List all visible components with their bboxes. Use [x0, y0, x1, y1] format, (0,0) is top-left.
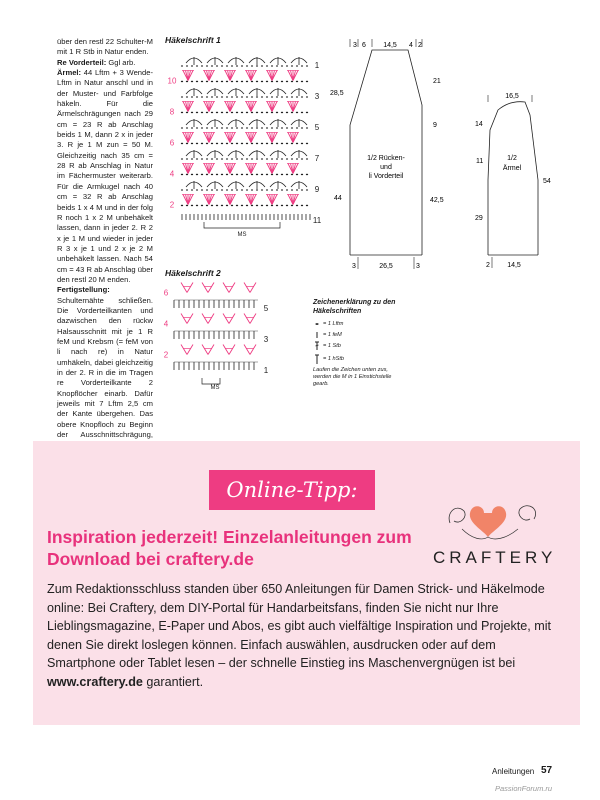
- sleeve-bottom-dim-1: 2: [486, 262, 490, 269]
- chart2-left-row-numbers: [164, 289, 169, 360]
- body-top-dim-3: 14,5: [383, 42, 397, 49]
- chart1-row-number-left: 10: [167, 76, 177, 86]
- body-top-dim-1: 3: [353, 42, 357, 49]
- chart2-rows: [174, 283, 258, 371]
- legend-note: Laufen die Zeichen unten zus, werden die M in 1 Einstichstelle gearb.: [313, 367, 392, 387]
- chart1-row-number-right: 7: [314, 154, 320, 163]
- chart2-row-number-left: 6: [163, 288, 169, 298]
- chain-stitch-symbol: [315, 323, 318, 325]
- chart1-row-number-right: 11: [312, 216, 322, 225]
- body-left-dim-1: 28,5: [330, 90, 344, 97]
- sleeve-schematic: [470, 90, 555, 270]
- body-bottom-dim-2: 26,5: [379, 263, 393, 270]
- online-tip-headline: Inspiration jederzeit! Einzelanleitungen zum Download bei craftery.de: [47, 527, 412, 569]
- chart1-row-number-right: 9: [314, 185, 320, 194]
- body-top-dim-5: 2: [418, 42, 422, 49]
- online-tip-body: Zum Redaktionsschluss standen über 650 Anleitungen für Damen Strick- und Häkelmode online: Bei Craftery, dem DIY-Portal für Handarbeitsfans, finden Sie nicht nur Ihre Lieblingsmagazine, E-Paper und Abos, es gibt auch vielfältige Inspiration und Projekte, mit denen Sie direkt loslegen können. Einfach auswählen, ausdrucken oder auf dem Smartphone oder Tablet lesen – der schnelle Einstieg ins Maschenvergnügen ist bei www.craftery.de garantiert.: [47, 582, 552, 689]
- legend-title: Zeichenerklärung zu den Häkelschriften: [313, 299, 396, 315]
- chart1-row-number-left: 8: [169, 107, 175, 117]
- chart2-row-number-left: 4: [163, 319, 169, 329]
- instr-p2: Re Vorderteil: Ggl arb.: [57, 57, 136, 67]
- chart2-row-number-right: 3: [263, 335, 269, 344]
- legend-item-single: = 1 feM: [323, 332, 342, 338]
- chart2-diagram: [162, 280, 272, 395]
- chart2-row-number-right: 1: [263, 366, 269, 375]
- chart1-rows: [181, 57, 310, 220]
- legend-item-chain: = 1 Lftm: [323, 321, 344, 327]
- watermark: PassionForum.ru: [495, 784, 553, 793]
- body-right-dim-3: 42,5: [430, 197, 444, 204]
- sleeve-bottom-dim-2: 14,5: [507, 262, 521, 269]
- legend-item-halfdouble: = 1 hStb: [323, 356, 344, 362]
- body-right-dim-1: 21: [433, 78, 441, 85]
- craftery-wordmark: CRAFTERY: [433, 548, 557, 567]
- sleeve-left-dim-1: 14: [475, 121, 483, 128]
- online-tip-title: Online-Tipp:: [226, 478, 358, 502]
- body-left-dim-2: 44: [334, 195, 342, 202]
- instr-p1: über den restl 22 Schulter-M mit 1 R Stb in Natur enden.: [57, 37, 153, 57]
- body-top-dim-4: 4: [409, 42, 413, 49]
- legend-item-double: = 1 Stb: [323, 343, 341, 349]
- body-schematic: [330, 35, 460, 275]
- body-bottom-dim-1: 3: [352, 263, 356, 270]
- body-label-3: li Vorderteil: [368, 173, 404, 180]
- page-number: 57: [541, 765, 553, 776]
- chart1-diagram: [162, 42, 322, 242]
- sleeve-label-2: Ärmel: [502, 165, 522, 172]
- sleeve-top-dim: 16,5: [505, 93, 519, 100]
- chart2-row-number-left: 2: [163, 350, 169, 360]
- body-top-dim-2: 6: [362, 42, 366, 49]
- body-label-2: und: [380, 164, 392, 171]
- chart1-row-number-right: 5: [314, 123, 320, 132]
- chart1-right-row-numbers: [313, 61, 322, 225]
- sleeve-right-dim: 54: [543, 178, 551, 185]
- footer-section: Anleitungen: [492, 767, 535, 776]
- instructions-column: [57, 37, 153, 502]
- chart2-row-number-right: 5: [263, 304, 269, 313]
- body-right-dim-2: 9: [433, 122, 437, 129]
- chart2-title: Häkelschrift 2: [165, 268, 221, 278]
- sleeve-left-dim-2: 11: [476, 158, 484, 165]
- instr-p3: Ärmel: 44 Lftm + 3 Wende-Lftm in Natur anschl und in der Muster- und Farbfolge häkeln. Für die Ärmelschrägungen nach 29 cm = 23 R ab Anschlag beids 1 M, dann 2 x in jeder 3. R je 1 M zun = 50 M. Gleichzeitig nach 35 cm = 28 R ab Anschlag in Natur im Fächermuster weiterarb. Für die Armkugel nach 40 cm = 32 R ab Anschlag beids 1 x 4 M und in der folg R noch 1 x 2 M unbehäkelt lassen, dann in jeder 2. R 2 x je 1 M und wieder in jeder R 3 x je 1 und 2 x je 2 M unbehäkelt lassen. Nach 54 cm = 43 R ab Anschlag über den restl 20 M enden.: [57, 68, 153, 284]
- body-bottom-dim-3: 3: [416, 263, 420, 270]
- body-label-1: 1/2 Rücken-: [367, 155, 405, 162]
- chart1-row-number-right: 3: [314, 92, 320, 101]
- chart1-row-number-right: 1: [314, 61, 320, 70]
- chart1-title: Häkelschrift 1: [165, 35, 221, 45]
- chart1-row-number-left: 4: [169, 169, 175, 179]
- instr-p4: Fertigstellung: Schulternähte schließen. Die Vorderteilkanten und dazwischen den rückw Halsausschnitt mit je 1 R feM und Krebsm (= feM von li nach re) in Natur umhäkeln, dabei gleichzeitig in der 2. R in die im Tragen re Vorderteilkante 2 Knopflöcher einarb. Dafür jeweils mit 7 Lftm 2,5 cm der Kante übergehen. Das obere Knopfloch zu Beginn der Ausschnittschrägung,: [57, 285, 153, 440]
- craftery-heart-icon: [442, 495, 542, 545]
- craftery-link[interactable]: www.craftery.de: [47, 674, 143, 689]
- chart1-left-row-numbers: [168, 77, 177, 210]
- chart1-row-number-left: 6: [169, 138, 175, 148]
- chart1-row-number-left: 2: [169, 200, 175, 210]
- sleeve-label-1: 1/2: [507, 155, 517, 162]
- chart1-ms-label: MS: [237, 232, 247, 238]
- sleeve-left-dim-3: 29: [475, 215, 483, 222]
- chart2-right-row-numbers: [264, 304, 269, 375]
- chart2-ms-label: MS: [210, 385, 220, 391]
